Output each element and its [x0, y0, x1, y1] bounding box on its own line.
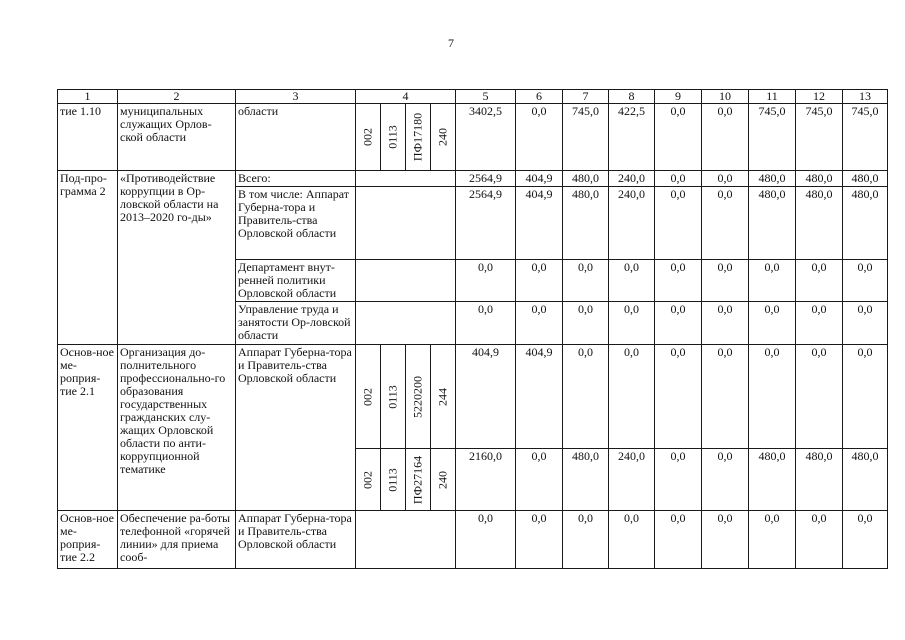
value-cell: 0,0	[796, 260, 843, 302]
header-cell: 7	[563, 90, 609, 104]
value-cell: 0,0	[702, 171, 749, 187]
value-cell: 422,5	[609, 104, 655, 171]
value-cell: 240,0	[609, 449, 655, 511]
code-cell	[381, 104, 406, 171]
header-cell: 13	[843, 90, 888, 104]
value-cell: 0,0	[563, 511, 609, 569]
value-cell: 0,0	[655, 104, 702, 171]
value-cell: 0,0	[655, 345, 702, 449]
value-cell: 0,0	[702, 187, 749, 260]
header-row	[58, 90, 888, 104]
value-cell: 0,0	[655, 171, 702, 187]
value-cell: 2160,0	[456, 449, 516, 511]
value-cell: 0,0	[456, 302, 516, 345]
value-cell: 0,0	[516, 449, 563, 511]
code-cell	[406, 104, 431, 171]
code-cell	[356, 345, 381, 449]
value-cell: 0,0	[796, 345, 843, 449]
value-cell: 0,0	[655, 511, 702, 569]
code-text: ПФ17180	[410, 112, 425, 162]
code-cell-empty	[356, 302, 456, 345]
value-cell: 0,0	[516, 302, 563, 345]
cell-executor: В том числе: Аппарат Губерна-тора и Правитель-ства Орловской области	[236, 187, 356, 260]
value-cell: 0,0	[702, 104, 749, 171]
code-cell	[381, 345, 406, 449]
cell-executor: области	[236, 104, 356, 171]
value-cell: 0,0	[702, 449, 749, 511]
value-cell: 0,0	[702, 302, 749, 345]
code-text: 002	[360, 470, 375, 489]
value-cell: 0,0	[609, 302, 655, 345]
code-cell	[406, 345, 431, 449]
value-cell: 0,0	[609, 260, 655, 302]
value-cell: 480,0	[843, 171, 888, 187]
header-cell: 5	[456, 90, 516, 104]
value-cell: 0,0	[702, 345, 749, 449]
cell-event-name: «Противодействие коррупции в Ор-ловской области на 2013–2020 го-ды»	[118, 171, 236, 345]
value-cell: 0,0	[609, 511, 655, 569]
value-cell: 0,0	[843, 511, 888, 569]
value-cell: 745,0	[563, 104, 609, 171]
value-cell: 480,0	[749, 449, 796, 511]
value-cell: 3402,5	[456, 104, 516, 171]
value-cell: 0,0	[563, 302, 609, 345]
value-cell: 404,9	[456, 345, 516, 449]
cell-event-name: Организация до-полнительного профессионально-го образования государственных гражданских слу-жащих Орловской области по анти-коррупционной тематике	[118, 345, 236, 511]
table-row	[58, 345, 888, 449]
value-cell: 0,0	[563, 260, 609, 302]
code-cell	[356, 449, 381, 511]
value-cell: 0,0	[456, 260, 516, 302]
value-cell: 0,0	[796, 511, 843, 569]
code-cell-empty	[356, 187, 456, 260]
value-cell: 240,0	[609, 187, 655, 260]
value-cell: 0,0	[749, 260, 796, 302]
header-cell: 4	[356, 90, 456, 104]
code-cell-empty	[356, 511, 456, 569]
value-cell: 0,0	[796, 302, 843, 345]
value-cell: 480,0	[796, 171, 843, 187]
code-text: 002	[360, 128, 375, 146]
code-cell	[431, 345, 456, 449]
value-cell: 0,0	[456, 511, 516, 569]
table-row	[58, 171, 888, 187]
page-number: 7	[448, 36, 454, 50]
value-cell: 0,0	[516, 260, 563, 302]
code-text: 240	[435, 128, 450, 146]
cell-executor: Аппарат Губерна-тора и Правитель-ства Орловской области	[236, 345, 356, 511]
value-cell: 0,0	[655, 302, 702, 345]
cell-event-number: Основ-ное ме-роприя-тие 2.1	[58, 345, 118, 511]
cell-executor: Всего:	[236, 171, 356, 187]
code-cell	[381, 449, 406, 511]
value-cell: 745,0	[749, 104, 796, 171]
value-cell: 2564,9	[456, 171, 516, 187]
code-cell	[431, 449, 456, 511]
table-row	[58, 104, 888, 171]
header-cell: 2	[118, 90, 236, 104]
value-cell: 480,0	[796, 449, 843, 511]
value-cell: 0,0	[749, 302, 796, 345]
code-text: 0113	[385, 384, 400, 409]
cell-event-number: Основ-ное ме-роприя-тие 2.2	[58, 511, 118, 569]
code-text: 002	[360, 387, 375, 406]
header-cell: 3	[236, 90, 356, 104]
value-cell: 480,0	[749, 171, 796, 187]
header-cell: 9	[655, 90, 702, 104]
budget-table	[57, 89, 888, 569]
value-cell: 0,0	[563, 345, 609, 449]
cell-event-name: муниципальных служащих Орлов-ской области	[118, 104, 236, 171]
value-cell: 745,0	[796, 104, 843, 171]
code-text: 240	[435, 470, 450, 489]
code-cell	[356, 104, 381, 171]
value-cell: 480,0	[843, 187, 888, 260]
header-cell: 12	[796, 90, 843, 104]
value-cell: 745,0	[843, 104, 888, 171]
cell-executor: Управление труда и занятости Ор-ловской области	[236, 302, 356, 345]
value-cell: 0,0	[516, 511, 563, 569]
header-cell: 11	[749, 90, 796, 104]
value-cell: 480,0	[843, 449, 888, 511]
value-cell: 240,0	[609, 171, 655, 187]
value-cell: 0,0	[843, 260, 888, 302]
value-cell: 480,0	[563, 187, 609, 260]
code-cell-empty	[356, 171, 456, 187]
value-cell: 0,0	[702, 260, 749, 302]
value-cell: 0,0	[843, 345, 888, 449]
value-cell: 0,0	[749, 511, 796, 569]
header-cell: 6	[516, 90, 563, 104]
cell-event-number: Под-про-грамма 2	[58, 171, 118, 345]
code-text: ПФ27164	[410, 455, 425, 504]
value-cell: 404,9	[516, 171, 563, 187]
value-cell: 0,0	[655, 187, 702, 260]
code-text: 0113	[385, 125, 400, 149]
code-text: 5220200	[410, 375, 425, 418]
value-cell: 0,0	[655, 260, 702, 302]
table-row	[58, 511, 888, 569]
value-cell: 0,0	[655, 449, 702, 511]
header-cell: 1	[58, 90, 118, 104]
value-cell: 480,0	[563, 171, 609, 187]
value-cell: 0,0	[609, 345, 655, 449]
value-cell: 0,0	[843, 302, 888, 345]
value-cell: 404,9	[516, 345, 563, 449]
value-cell: 0,0	[749, 345, 796, 449]
code-text: 0113	[385, 467, 400, 492]
value-cell: 2564,9	[456, 187, 516, 260]
header-cell: 8	[609, 90, 655, 104]
value-cell: 0,0	[516, 104, 563, 171]
value-cell: 0,0	[702, 511, 749, 569]
code-text: 244	[435, 387, 450, 406]
cell-executor: Департамент внут-ренней политики Орловской области	[236, 260, 356, 302]
value-cell: 480,0	[563, 449, 609, 511]
cell-event-name: Обеспечение ра-боты телефонной «горячей линии» для приема сооб-	[118, 511, 236, 569]
code-cell	[406, 449, 431, 511]
code-cell-empty	[356, 260, 456, 302]
cell-executor: Аппарат Губерна-тора и Правитель-ства Орловской области	[236, 511, 356, 569]
value-cell: 480,0	[796, 187, 843, 260]
cell-event-number: тие 1.10	[58, 104, 118, 171]
value-cell: 404,9	[516, 187, 563, 260]
value-cell: 480,0	[749, 187, 796, 260]
header-cell: 10	[702, 90, 749, 104]
code-cell	[431, 104, 456, 171]
